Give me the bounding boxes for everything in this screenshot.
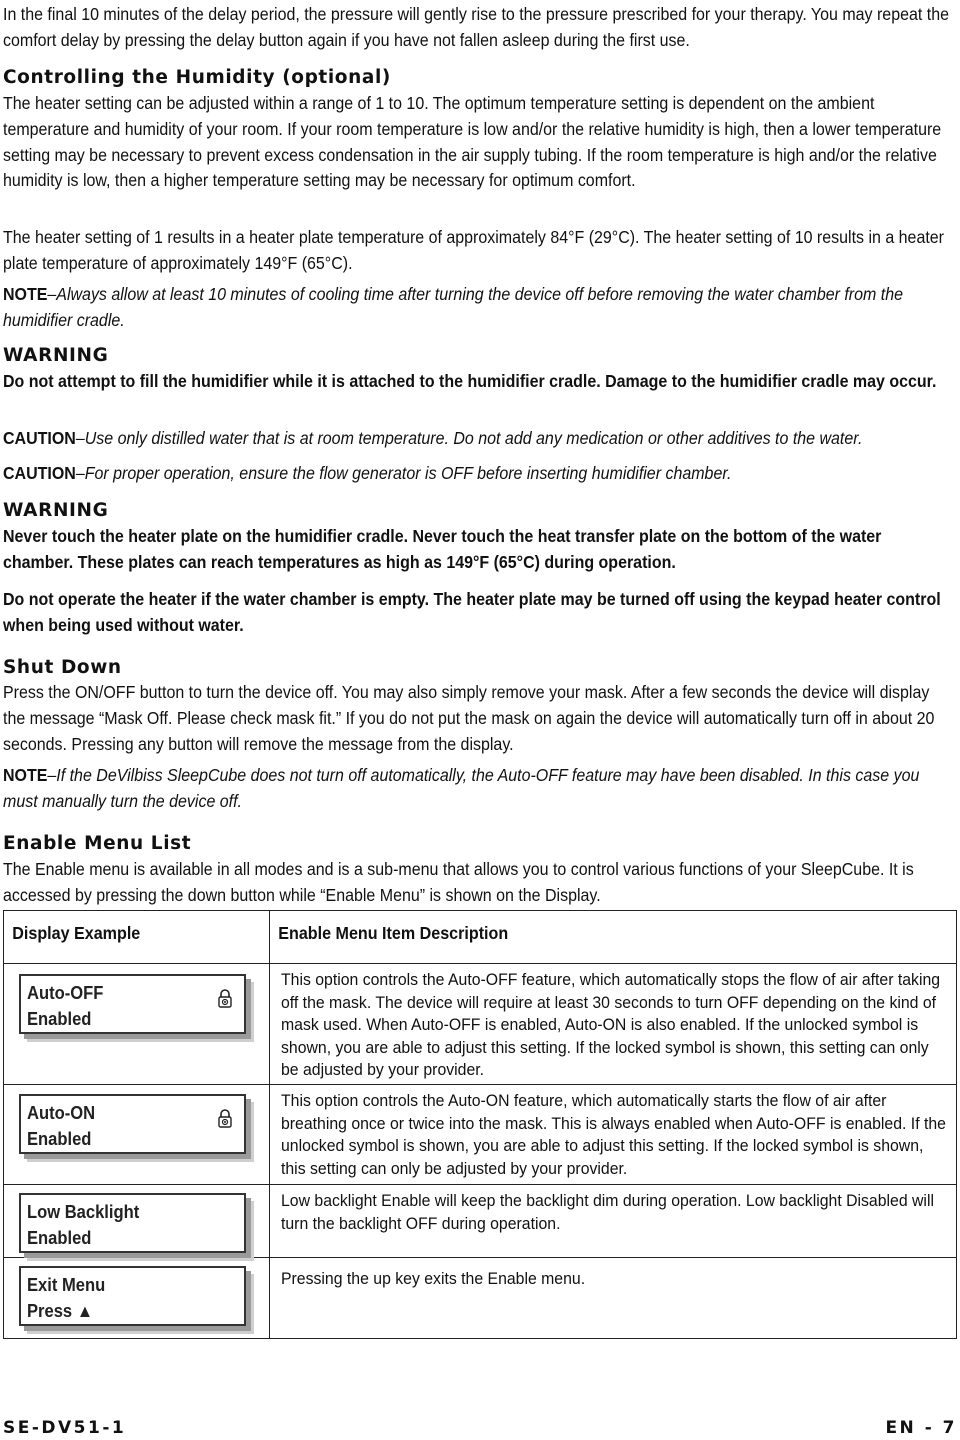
lock-icon [218, 988, 232, 1008]
lcd-display [19, 1094, 246, 1154]
caution-label: CAUTION [3, 463, 76, 483]
caution-text: –For proper operation, ensure the flow generator is OFF before inserting humidifier chamber. [75, 463, 732, 483]
warning-text-2: Never touch the heater plate on the humidifier cradle. Never touch the heat transfer plate on the bottom of the water chamber. These plates can reach temperatures as high as 149°F (65°C) during operation. [3, 526, 882, 572]
warning-heading-1: WARNING [3, 345, 109, 366]
footer-doc-code: SE-DV51-1 [3, 1418, 127, 1438]
table-row [4, 1185, 957, 1258]
item-description: This option controls the Auto-OFF feature, which automatically stops the flow of air after taking off the mask. The device will require at least 30 seconds to turn OFF depending on the kind of mask used. When Auto-OFF is enabled, Auto-ON is also enabled. If the unlocked symbol is shown, you are able to adjust this setting. If the locked symbol is shown, this setting can only be adjusted by your provider. [281, 970, 941, 1079]
caution-text: –Use only distilled water that is at room temperature. Do not add any medication or other additives to the water. [75, 428, 863, 448]
lcd-line-2: Press ▲ [27, 1301, 94, 1321]
warning-heading-2: WARNING [3, 500, 109, 521]
intro-paragraph: In the final 10 minutes of the delay period, the pressure will gently rise to the pressure prescribed for your therapy. You may repeat the comfort delay by pressing the delay button again if you have not fallen asleep during the first use. [3, 4, 949, 50]
humidity-paragraph-1: The heater setting can be adjusted within a range of 1 to 10. The optimum temperature setting is dependent on the ambient temperature and humidity of your room. If your room temperature is low and/or the relative humidity is high, then a lower temperature setting may be necessary to prevent excess condensation in the air supply tubing. If the room temperature is high and/or the relative humidity is low, then a higher temperature setting may be necessary for optimum comfort. [3, 93, 942, 191]
table-header-row [4, 911, 957, 964]
humidity-note [3, 282, 955, 334]
caution-2 [3, 461, 955, 487]
lcd-line-1: Low Backlight [27, 1202, 140, 1222]
item-description: This option controls the Auto-ON feature, which automatically starts the flow of air after breathing once or twice into the mask. This is always enabled when Auto-OFF is enabled. If the unlocked symbol is shown, you are able to adjust this setting. If the locked symbol is shown, this setting can only be adjusted by your provider. [281, 1091, 946, 1178]
note-label: NOTE [3, 765, 48, 785]
lcd-line-2: Enabled [27, 1129, 92, 1149]
enable-menu-heading: Enable Menu List [3, 833, 192, 854]
footer-page-number: EN - 7 [885, 1418, 957, 1438]
col-header-display: Display Example [12, 923, 141, 943]
shutdown-heading: Shut Down [3, 657, 122, 678]
lcd-line-2: Enabled [27, 1228, 92, 1248]
lcd-display [19, 974, 246, 1034]
lock-icon [218, 1108, 232, 1128]
table-row [4, 1085, 957, 1185]
shutdown-paragraph: Press the ON/OFF button to turn the device off. You may also simply remove your mask. After a few seconds the device will display the message “Mask Off. Please check mask fit.” If you do not put the mask on again the device will automatically turn off in about 20 seconds. Pressing any button will remove the message from the display. [3, 682, 935, 754]
lcd-line-1: Auto-ON [27, 1103, 96, 1123]
humidity-paragraph-2: The heater setting of 1 results in a heater plate temperature of approximately 84°F (29°C). The heater setting of 10 results in a heater plate temperature of approximately 149°F (65°C). [3, 227, 945, 273]
warning-text-1: Do not attempt to fill the humidifier while it is attached to the humidifier cradle. Damage to the humidifier cradle may occur. [3, 371, 937, 391]
enable-menu-paragraph: The Enable menu is available in all modes and is a sub-menu that allows you to control various functions of your SleepCube. It is accessed by pressing the down button while “Enable Menu” is shown on the Display. [3, 859, 914, 905]
lcd-display [19, 1193, 246, 1253]
col-header-description: Enable Menu Item Description [278, 923, 509, 943]
shutdown-note [3, 763, 955, 815]
lcd-line-1: Exit Menu [27, 1275, 106, 1295]
lcd-line-2: Enabled [27, 1009, 92, 1029]
enable-menu-table [3, 910, 957, 1339]
item-description: Low backlight Enable will keep the backlight dim during operation. Low backlight Disabled will turn the backlight OFF during operation. [281, 1191, 934, 1233]
table-row [4, 1258, 957, 1339]
caution-label: CAUTION [3, 428, 76, 448]
humidity-heading: Controlling the Humidity (optional) [3, 67, 391, 88]
caution-1 [3, 426, 955, 452]
note-text: –If the DeVilbiss SleepCube does not turn off automatically, the Auto-OFF feature may have been disabled. In this case you must manually turn the device off. [3, 765, 920, 811]
item-description: Pressing the up key exits the Enable menu. [281, 1269, 586, 1288]
note-label: NOTE [3, 284, 48, 304]
lcd-display [19, 1266, 246, 1326]
note-text: –Always allow at least 10 minutes of cooling time after turning the device off before removing the water chamber from the humidifier cradle. [3, 284, 904, 330]
warning-text-3: Do not operate the heater if the water chamber is empty. The heater plate may be turned off using the keypad heater control when being used without water. [3, 589, 941, 635]
table-row [4, 964, 957, 1085]
lcd-line-1: Auto-OFF [27, 983, 104, 1003]
